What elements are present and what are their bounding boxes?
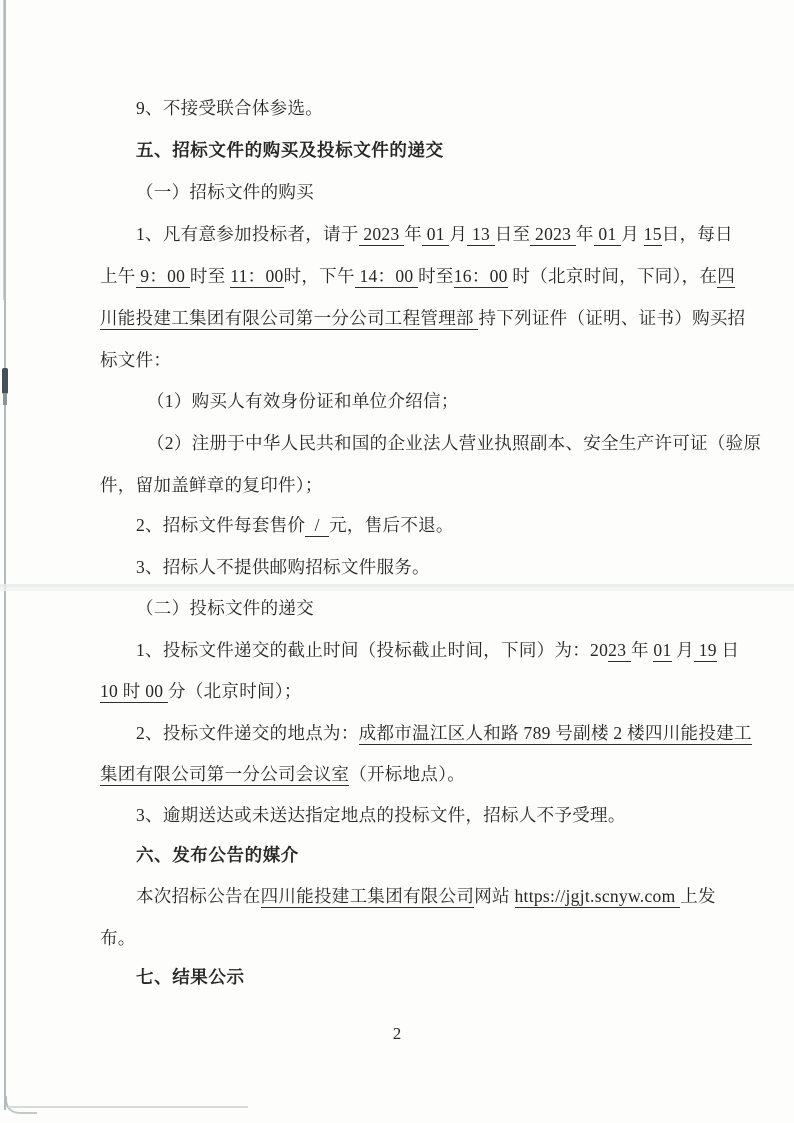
section-heading: [136, 139, 444, 162]
text-segment: （一）招标文件的购买: [136, 182, 314, 202]
text-segment: 六、发布公告的媒介: [136, 845, 299, 865]
underlined-field: 集团有限公司第一分公司会议室: [100, 764, 350, 784]
page-number: 2: [392, 1024, 402, 1043]
text-segment: （开标地点）。: [349, 764, 466, 784]
text-line: [100, 927, 136, 950]
underlined-field: 2023: [358, 224, 405, 244]
text-segment: 1、投标文件递交的截止时间（投标截止时间，下同）为：20: [136, 640, 609, 660]
underlined-field: 成都市温江区人和路 789 号副楼 2 楼四川能投建工: [358, 723, 752, 743]
section-heading: [136, 966, 245, 989]
text-line: [136, 181, 314, 204]
text-segment: 标文件：: [100, 350, 172, 370]
text-segment: 3、招标人不提供邮购招标文件服务。: [136, 557, 430, 577]
text-segment: （2）注册于中华人民共和国的企业法人营业执照副本、安全生产许可证（验原: [147, 433, 762, 453]
text-line: [136, 804, 626, 827]
text-line: [147, 432, 761, 455]
text-segment: 本次招标公告在: [136, 886, 261, 906]
text-segment: 时（北京时间，下同），在: [507, 266, 718, 286]
text-segment: 月: [621, 224, 644, 244]
underlined-field: 01: [593, 224, 622, 244]
underlined-field: 四: [717, 266, 736, 286]
text-segment: 年: [630, 640, 654, 660]
scan-edge-line-left: [4, 0, 6, 1110]
underlined-field: 2023: [530, 224, 576, 244]
text-segment: 网站: [474, 886, 515, 906]
underlined-field: 23: [608, 640, 631, 660]
text-line: [147, 390, 459, 413]
text-line: [100, 763, 465, 786]
text-segment: 时至: [418, 266, 454, 286]
underlined-field: 11：00: [230, 266, 284, 286]
underlined-field: 14：00: [354, 266, 419, 286]
text-segment: 日: [716, 640, 740, 660]
text-segment: 年: [404, 224, 423, 244]
text-segment: 月: [449, 224, 468, 244]
text-segment: 月: [671, 640, 695, 660]
text-segment: 2、招标文件每套售价: [136, 515, 306, 535]
underlined-field: 9：00: [135, 266, 190, 286]
text-line: [136, 514, 454, 537]
text-line: [100, 307, 745, 330]
text-segment: 持下列证件（证明、证书）购买招: [478, 308, 746, 328]
underlined-field: 01: [653, 640, 672, 660]
text-segment: 3、逾期送达或未送达指定地点的投标文件，招标人不予受理。: [136, 805, 626, 825]
text-line: [136, 722, 752, 745]
text-segment: 上午: [100, 266, 136, 286]
underlined-field: 15: [643, 224, 662, 244]
text-segment: 1、凡有意参加投标者，请于: [136, 224, 359, 244]
text-line: [136, 97, 323, 120]
text-line: [136, 885, 716, 908]
text-line: [136, 556, 430, 579]
text-segment: 时，下午: [283, 266, 355, 286]
underlined-field: 四川能投建工集团有限公司: [260, 886, 475, 906]
text-segment: 日，每日: [661, 224, 733, 244]
underlined-field: https://jgjt.scnyw.com: [514, 886, 681, 906]
scan-band-artifact-2: [0, 587, 794, 591]
section-heading: [136, 844, 299, 867]
text-segment: 年: [575, 224, 594, 244]
text-segment: 9、不接受联合体参选。: [136, 98, 324, 118]
text-segment: 七、结果公示: [136, 967, 245, 987]
text-segment: 日至: [494, 224, 531, 244]
text-segment: 布。: [100, 928, 136, 948]
scan-bottom-curve: [5, 1096, 37, 1114]
text-segment: 五、招标文件的购买及投标文件的递交: [136, 140, 444, 160]
underlined-field: /: [305, 515, 330, 535]
text-segment: 分（北京时间）；: [168, 681, 302, 701]
underlined-field: 01: [422, 224, 450, 244]
text-segment: 元，售后不退。: [329, 515, 454, 535]
text-line: [100, 680, 302, 703]
text-segment: 件，留加盖鲜章的复印件）；: [100, 475, 323, 495]
scan-ink-blob-tail: [3, 393, 7, 405]
text-line: [136, 597, 314, 620]
text-segment: 上发: [680, 886, 716, 906]
text-segment: （二）投标文件的递交: [136, 598, 314, 618]
text-segment: 时至: [189, 266, 231, 286]
underlined-field: 10 时 00: [100, 681, 169, 701]
text-line: [136, 223, 733, 246]
scan-ink-blob: [2, 368, 8, 394]
text-line: [100, 349, 171, 372]
text-segment: 2、投标文件递交的地点为：: [136, 723, 359, 743]
underlined-field: 13: [467, 224, 495, 244]
underlined-field: 16：00: [453, 266, 508, 286]
underlined-field: 川能投建工集团有限公司第一分公司工程管理部: [100, 308, 479, 328]
text-line: [100, 265, 735, 288]
text-segment: （1）购买人有效身份证和单位介绍信；: [147, 391, 459, 411]
text-line: [136, 639, 739, 662]
underlined-field: 19: [694, 640, 717, 660]
text-line: [100, 474, 323, 497]
scan-bottom-edge-line: [8, 1106, 248, 1108]
